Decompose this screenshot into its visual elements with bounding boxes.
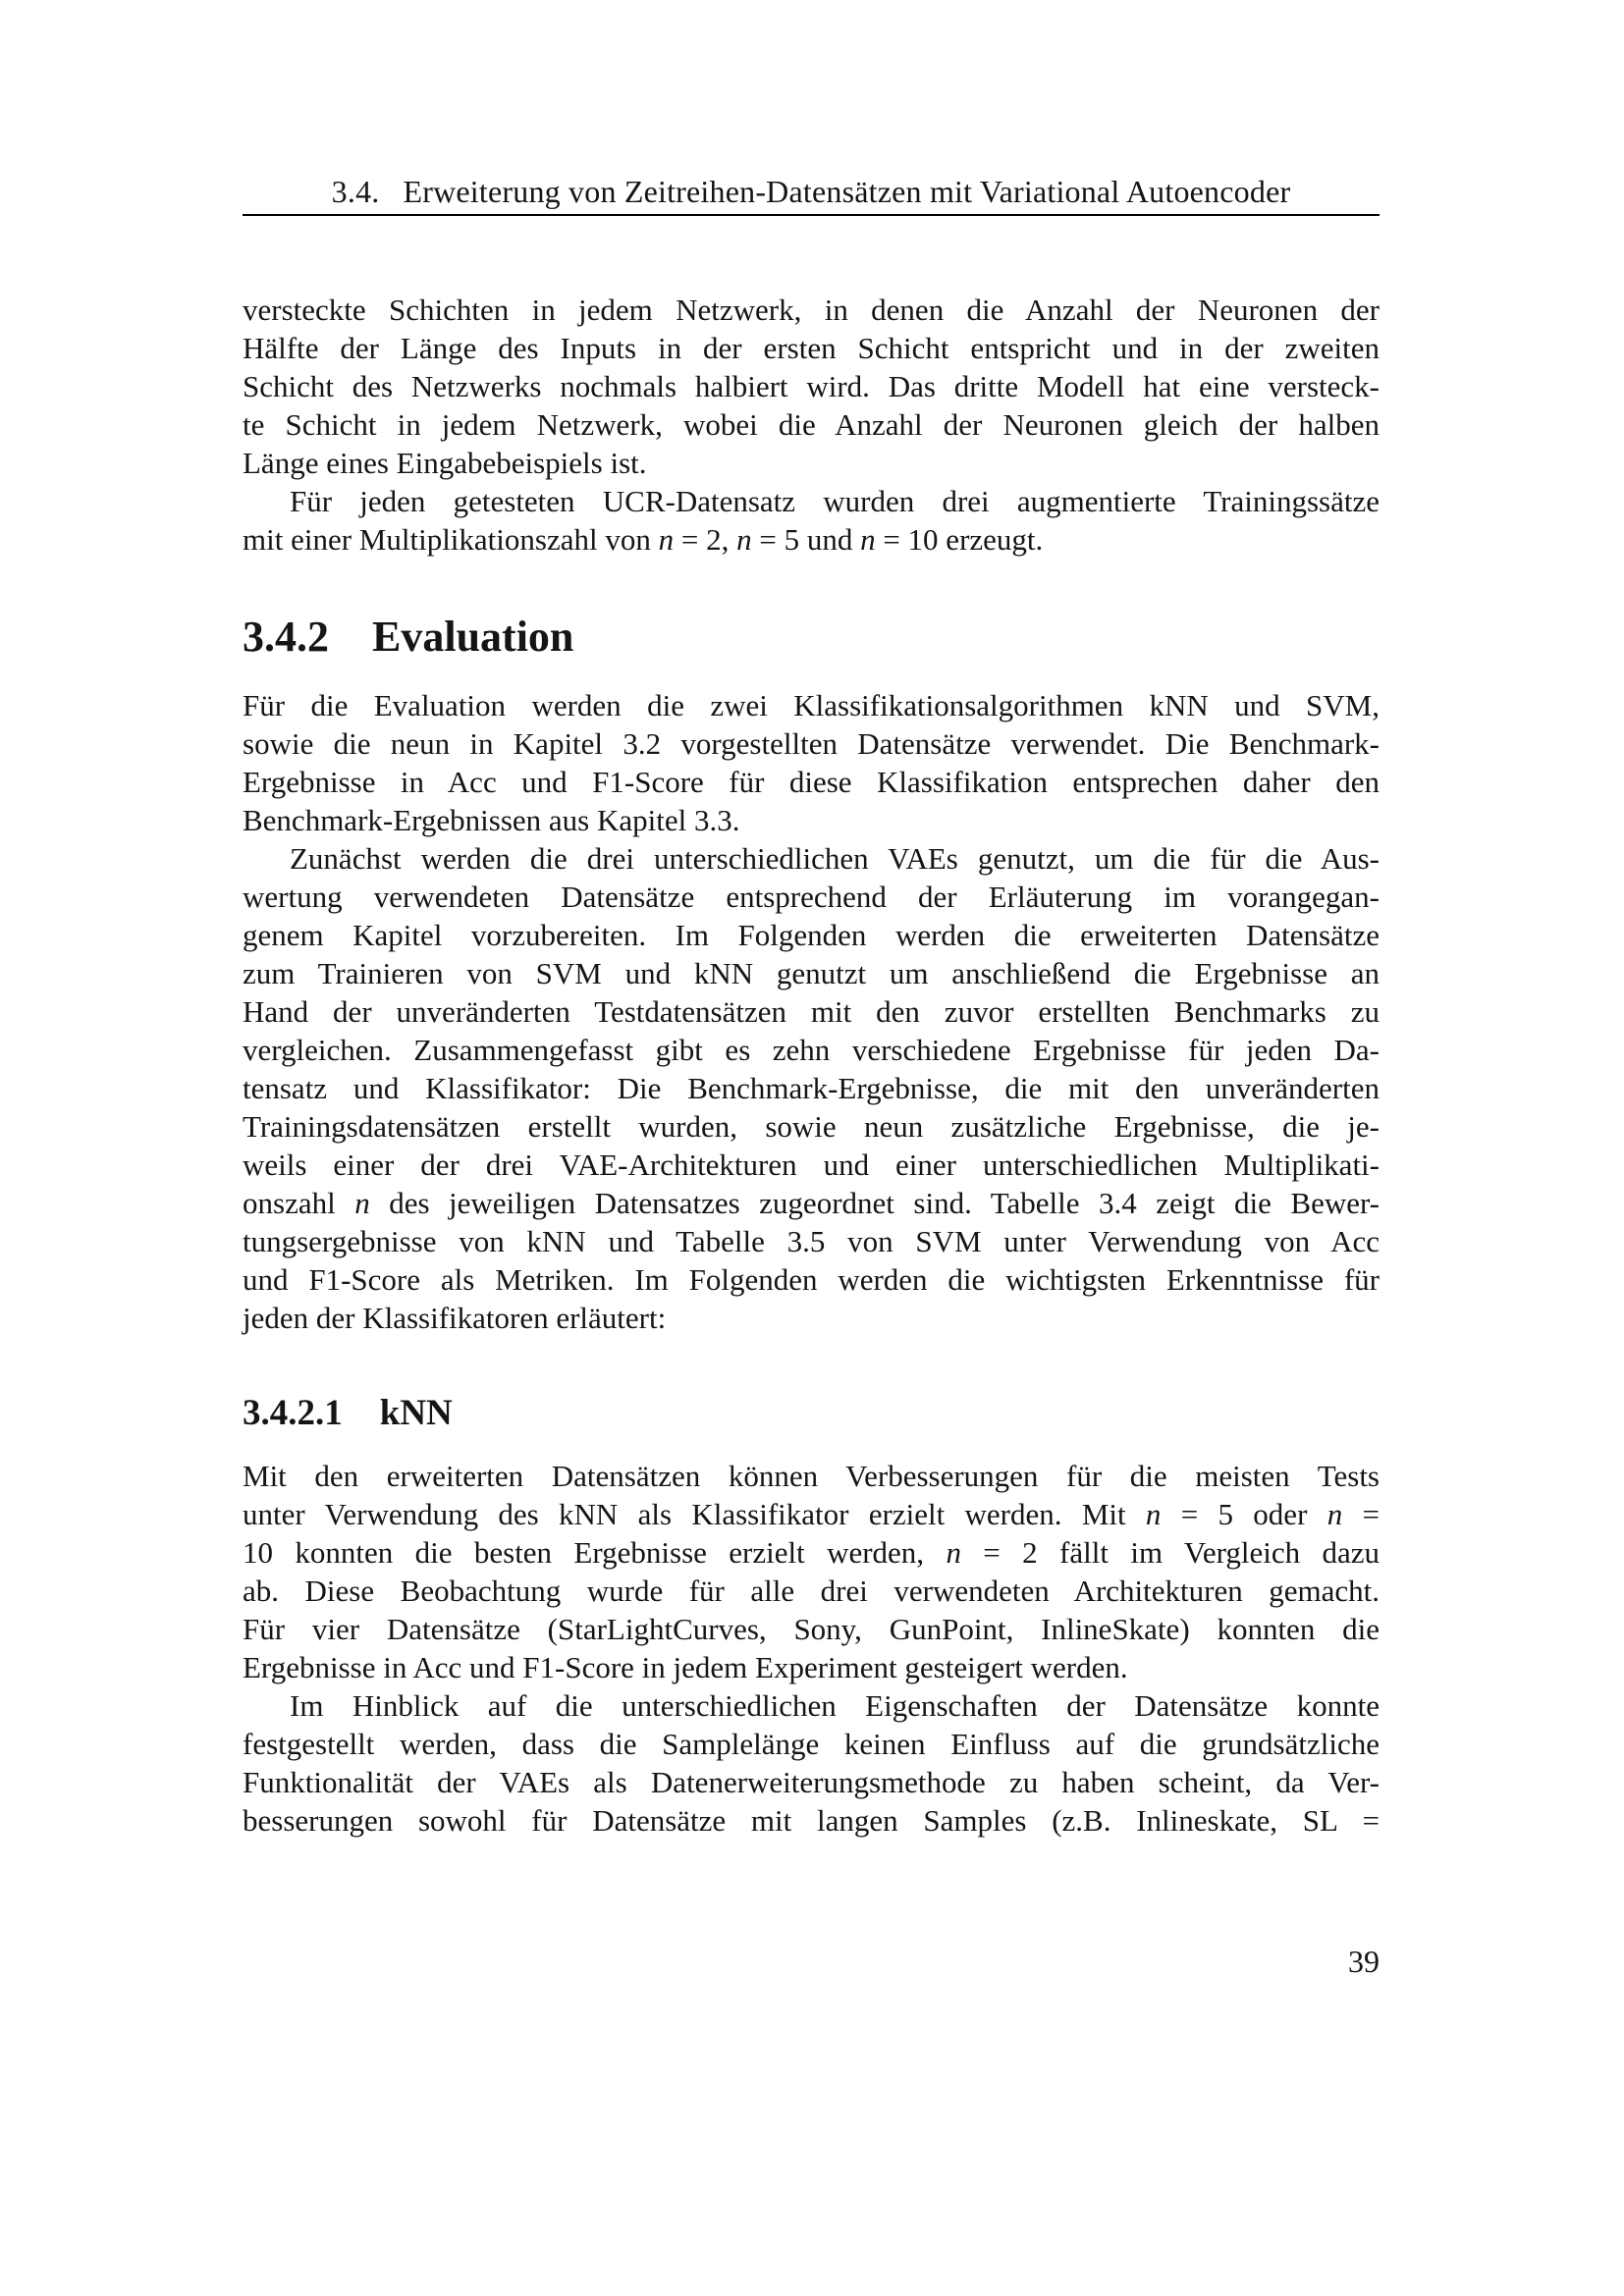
math-variable-n: n: [736, 522, 752, 557]
math-variable-n: n: [1326, 1497, 1343, 1531]
math-variable-n: n: [354, 1186, 370, 1220]
text-line: unter Verwendung des kNN als Klassifikator erzielt werden. Mit n = 5 oder n =: [243, 1497, 1380, 1531]
text-line: Schicht des Netzwerks nochmals halbiert wird. Das dritte Modell hat eine versteck-: [243, 369, 1380, 403]
text-line: tungsergebnisse von kNN und Tabelle 3.5 von SVM unter Verwendung von Acc: [243, 1224, 1380, 1258]
subsection-heading: [243, 612, 1380, 663]
math-variable-n: n: [1145, 1497, 1162, 1531]
content-column: [243, 291, 1380, 1840]
text-line: Ergebnisse in Acc und F1-Score in jedem Experiment gesteigert werden.: [243, 1650, 1128, 1684]
text-line: Hälfte der Länge des Inputs in der ersten Schicht entspricht und in der zweiten: [243, 331, 1380, 365]
paragraph: [243, 482, 1380, 559]
text-line: versteckte Schichten in jedem Netzwerk, in denen die Anzahl der Neuronen der: [243, 293, 1380, 327]
text-line: 10 konnten die besten Ergebnisse erzielt werden, n = 2 fällt im Vergleich dazu: [243, 1535, 1380, 1570]
text-line: Zunächst werden die drei unterschiedlichen VAEs genutzt, um die für die Aus-: [290, 841, 1380, 876]
text-line: Für jeden getesteten UCR-Datensatz wurden drei augmentierte Trainingssätze: [290, 484, 1380, 518]
text-line: onszahl n des jeweiligen Datensatzes zugeordnet sind. Tabelle 3.4 zeigt die Bewer-: [243, 1186, 1380, 1220]
text-line: jeden der Klassifikatoren erläutert:: [243, 1301, 667, 1335]
text-line: vergleichen. Zusammengefasst gibt es zehn verschiedene Ergebnisse für jeden Da-: [243, 1033, 1380, 1067]
running-header: [243, 175, 1380, 216]
header-rule: [243, 214, 1380, 216]
paragraph: [243, 291, 1380, 482]
math-variable-n: n: [860, 522, 876, 557]
paragraph: [243, 839, 1380, 1337]
paragraph: [243, 1686, 1380, 1840]
text-line: besserungen sowohl für Datensätze mit langen Samples (z.B. Inlineskate, SL =: [243, 1803, 1380, 1838]
running-header-text: [243, 175, 1380, 208]
text-line: genem Kapitel vorzubereiten. Im Folgenden werden die erweiterten Datensätze: [243, 918, 1380, 952]
text-line: Länge eines Eingabebeispiels ist.: [243, 446, 647, 480]
text-line: Funktionalität der VAEs als Datenerweiterungsmethode zu haben scheint, da Ver-: [243, 1765, 1380, 1799]
subsubsection-heading: [243, 1392, 1380, 1435]
text-line: Für vier Datensätze (StarLightCurves, Sony, GunPoint, InlineSkate) konnten die: [243, 1612, 1380, 1646]
text-line: Im Hinblick auf die unterschiedlichen Eigenschaften der Datensätze konnte: [290, 1688, 1380, 1723]
text-line: te Schicht in jedem Netzwerk, wobei die Anzahl der Neuronen gleich der halben: [243, 407, 1380, 442]
page-number: 39: [1348, 1944, 1380, 1979]
heading-number: 3.4.2.1: [243, 1393, 343, 1433]
text-line: Hand der unveränderten Testdatensätzen mit den zuvor erstellten Benchmarks zu: [243, 994, 1380, 1029]
text-line: Für die Evaluation werden die zwei Klassifikationsalgorithmen kNN und SVM,: [243, 688, 1380, 722]
text-line: Trainingsdatensätzen erstellt wurden, sowie neun zusätzliche Ergebnisse, die je-: [243, 1109, 1380, 1144]
text-line: tensatz und Klassifikator: Die Benchmark-Ergebnisse, die mit den unveränderten: [243, 1071, 1380, 1105]
text-line: Ergebnisse in Acc und F1-Score für diese Klassifikation entsprechen daher den: [243, 765, 1380, 799]
text-line: weils einer der drei VAE-Architekturen und einer unterschiedlichen Multiplikati-: [243, 1148, 1380, 1182]
math-variable-n: n: [946, 1535, 961, 1570]
text-line: mit einer Multiplikationszahl von n = 2, n = 5 und n = 10 erzeugt.: [243, 522, 1044, 557]
text-line: Benchmark-Ergebnissen aus Kapitel 3.3.: [243, 803, 740, 837]
heading-number: 3.4.2: [243, 613, 329, 661]
heading-title: kNN: [379, 1393, 453, 1433]
text-line: zum Trainieren von SVM und kNN genutzt um anschließend die Ergebnisse an: [243, 956, 1380, 990]
heading-title: Evaluation: [372, 613, 574, 661]
paragraph: [243, 686, 1380, 839]
text-line: ab. Diese Beobachtung wurde für alle drei verwendeten Architekturen gemacht.: [243, 1574, 1380, 1608]
paragraph: [243, 1457, 1380, 1686]
running-header-section-number: 3.4.: [331, 174, 380, 209]
running-header-section-title: Erweiterung von Zeitreihen-Datensätzen mit Variational Autoencoder: [403, 174, 1291, 209]
text-line: sowie die neun in Kapitel 3.2 vorgestellten Datensätze verwendet. Die Benchmark-: [243, 726, 1380, 761]
text-line: und F1-Score als Metriken. Im Folgenden werden die wichtigsten Erkenntnisse für: [243, 1262, 1380, 1297]
math-variable-n: n: [658, 522, 675, 557]
text-line: Mit den erweiterten Datensätzen können Verbesserungen für die meisten Tests: [243, 1459, 1380, 1493]
text-line: festgestellt werden, dass die Samplelänge keinen Einfluss auf die grundsätzliche: [243, 1727, 1380, 1761]
text-line: wertung verwendeten Datensätze entsprechend der Erläuterung im vorangegan-: [243, 880, 1380, 914]
